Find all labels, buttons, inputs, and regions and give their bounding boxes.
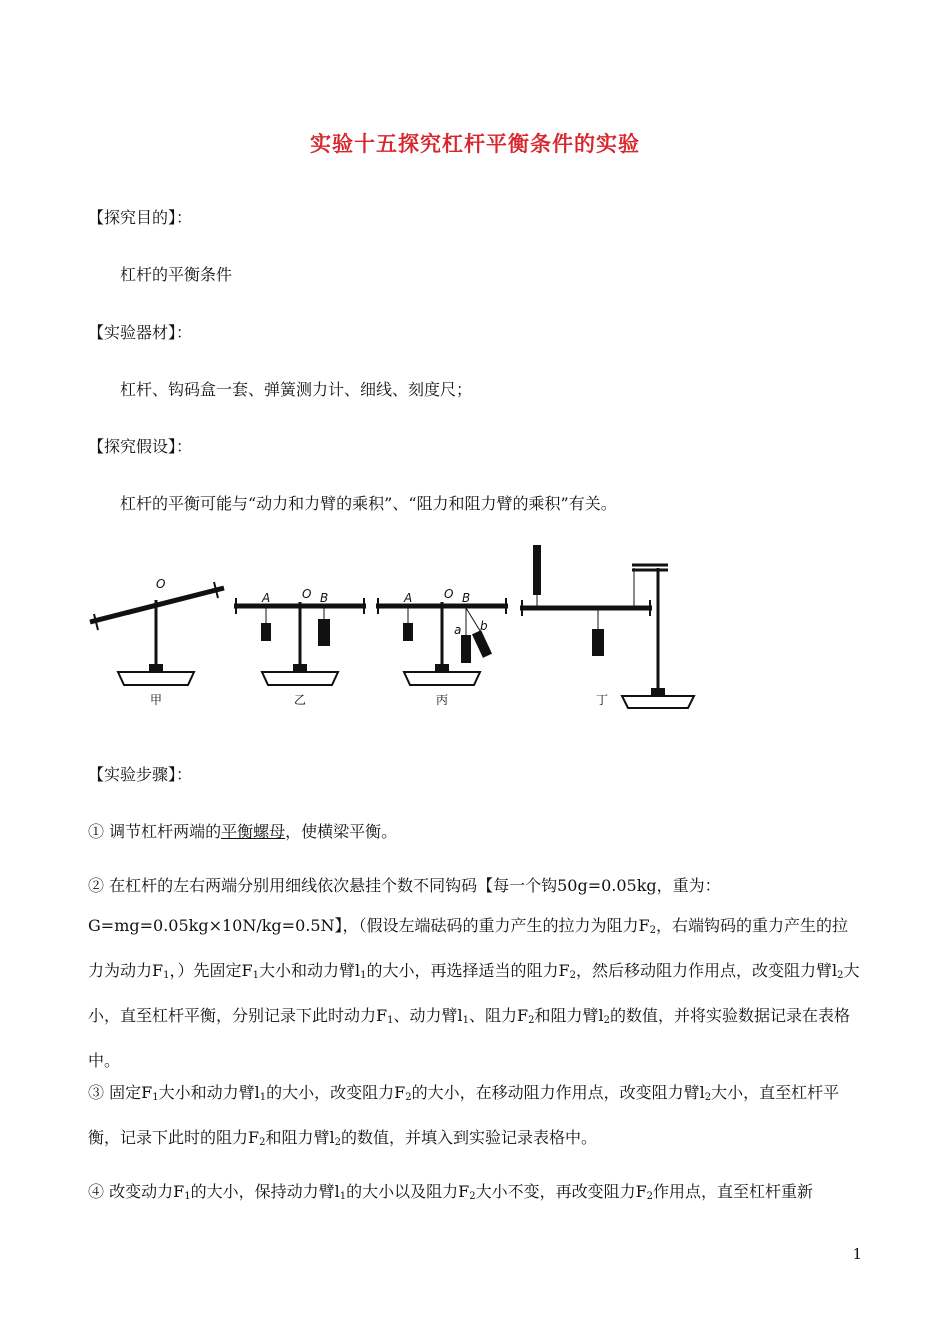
step-3-t6: 和阻力臂l (265, 1128, 335, 1147)
sub: 1 (152, 1092, 159, 1103)
label-o-yi: O (302, 587, 312, 601)
label-o-jia: O (156, 577, 166, 591)
step-3-t2: 大小和动力臂l (158, 1083, 260, 1102)
materials-text: 杠杆、钩码盒一套、弹簧测力计、细线、刻度尺； (120, 380, 473, 399)
lever-experiment-figure (86, 540, 706, 715)
step-4-t2: 的大小，保持动力臂l (190, 1182, 340, 1201)
sub: 1 (339, 1191, 347, 1202)
step-3-t3: 的大小，改变阻力F (266, 1083, 406, 1102)
figure-label-bing: 丙 (436, 693, 449, 707)
setup-bing (376, 598, 508, 685)
label-b-small: b (480, 619, 488, 633)
purpose-text: 杠杆的平衡条件 (120, 265, 233, 284)
label-b-yi: B (320, 591, 329, 605)
step-4-t5: 作用点，直至杠杆重新 (653, 1182, 814, 1201)
step-2-t1: ② 在杠杆的左右两端分别用细线依次悬挂个数不同钩码【每一个钩50g=0.05kg，重为：G=mg=0.05kg×10N/kg=0.5N】，（假设左端砝码的重力产生的拉力为阻力F (88, 876, 721, 935)
step-2 (88, 866, 863, 1081)
step-2-t7: 大小，直至杠杆平衡，分别记录下此时动力F (88, 961, 860, 1025)
page-title: 实验十五探究杠杆平衡条件的实验 (310, 131, 640, 156)
label-o-bing: O (444, 587, 454, 601)
sub: 2 (528, 1015, 535, 1026)
step-4-t4: 大小不变，再改变阻力F (475, 1182, 647, 1201)
step-3-t7: 的数值，并填入到实验记录表格中。 (340, 1128, 597, 1147)
hypothesis-heading: 【探究假设】： (88, 437, 193, 456)
hypothesis-text: 杠杆的平衡可能与“动力和力臂的乘积”、“阻力和阻力臂的乘积”有关。 (120, 494, 617, 513)
step-4-t3: 的大小以及阻力F (346, 1182, 470, 1201)
setup-ding (520, 546, 694, 708)
sub: 2 (405, 1092, 412, 1103)
setup-jia (90, 582, 224, 685)
sub: 2 (569, 970, 576, 981)
step-4-t1: ④ 改变动力F (88, 1182, 185, 1201)
sub: 2 (334, 1137, 341, 1148)
step-2-t11: 的数值，并将实验数据记录在表格中。 (88, 1006, 850, 1070)
setup-yi (234, 598, 366, 685)
figure-label-jia: 甲 (150, 693, 163, 707)
label-a-small: a (454, 623, 462, 637)
sub: 1 (462, 1015, 469, 1026)
label-a-bing: A (404, 591, 413, 605)
step-2-t6: ，然后移动阻力作用点，改变阻力臂l (575, 961, 838, 980)
page-number: 1 (852, 1245, 862, 1263)
sub: 2 (646, 1191, 654, 1202)
step-2-t3: ，）先固定F (169, 961, 253, 980)
step-2-t4: 大小和动力臂l (258, 961, 361, 980)
sub: 1 (387, 1015, 394, 1026)
step-2-t8: 、动力臂l (393, 1006, 463, 1025)
step-1-pre: ① 调节杠杆两端的 (88, 822, 222, 841)
step-2-t5: 的大小，再选择适当的阻力F (366, 961, 570, 980)
step-3-t4: 的大小，在移动阻力作用点，改变阻力臂l (411, 1083, 705, 1102)
step-2-t2: ，右端钩码的重力产生的拉力为动力F (88, 916, 849, 980)
sub: 2 (259, 1137, 266, 1148)
purpose-heading: 【探究目的】： (88, 208, 193, 227)
sub: 2 (649, 925, 656, 936)
figure-label-ding: 丁 (596, 693, 609, 707)
step-1 (88, 819, 397, 842)
sub: 1 (360, 970, 367, 981)
sub: 2 (837, 970, 844, 981)
sub: 1 (184, 1191, 191, 1202)
step-1-underlined: 平衡螺母 (221, 822, 286, 841)
label-a-yi: A (262, 591, 271, 605)
step-1-post: ，使横梁平衡。 (285, 822, 398, 841)
step-4 (88, 1172, 863, 1217)
step-2-t9: 、阻力F (468, 1006, 529, 1025)
step-2-t10: 和阻力臂l (534, 1006, 604, 1025)
steps-heading: 【实验步骤】： (88, 765, 193, 784)
sub: 1 (259, 1092, 267, 1103)
sub: 1 (252, 970, 259, 981)
step-3-t5: 大小，直至杠杆平衡，记录下此时的阻力F (88, 1083, 840, 1147)
step-3-t1: ③ 固定F (88, 1083, 153, 1102)
figure-label-yi: 乙 (294, 693, 307, 707)
sub: 2 (603, 1015, 610, 1026)
materials-heading: 【实验器材】： (88, 323, 193, 342)
step-3 (88, 1073, 863, 1163)
lever-diagram (86, 540, 706, 715)
sub: 1 (163, 970, 170, 981)
label-b-bing: B (462, 591, 471, 605)
sub: 2 (469, 1191, 476, 1202)
sub: 2 (704, 1092, 712, 1103)
